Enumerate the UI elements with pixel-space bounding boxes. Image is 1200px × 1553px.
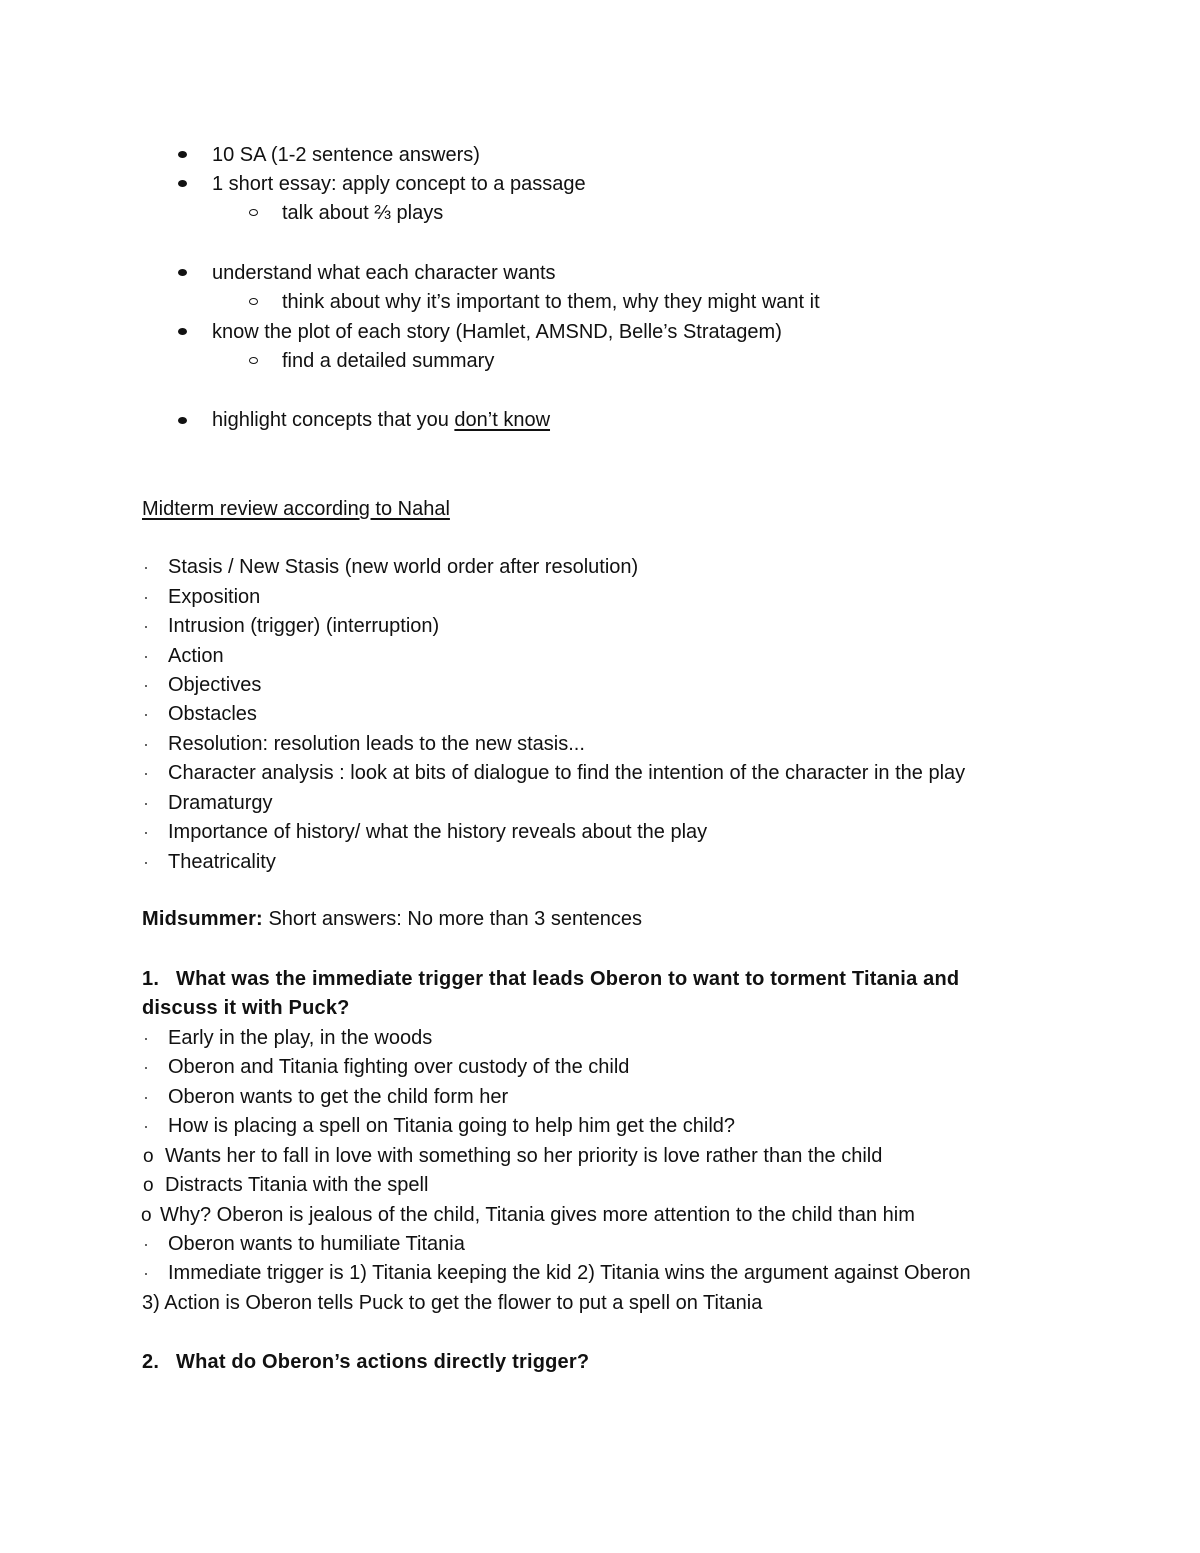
bullet-dot-icon xyxy=(145,862,147,864)
note-item: How is placing a spell on Titania going to help him get the child? xyxy=(168,1115,736,1137)
review-item: Resolution: resolution leads to the new stasis... xyxy=(168,733,585,755)
bullet-dot-icon xyxy=(145,597,147,599)
list-item: 10 SA (1-2 sentence answers) xyxy=(212,144,480,166)
circle-marker-icon: o xyxy=(143,1175,154,1196)
list-item: think about why it’s important to them, why they might want it xyxy=(282,291,820,313)
bullet-dot-icon xyxy=(145,626,147,628)
list-item: know the plot of each story (Hamlet, AMSND, Belle’s Stratagem) xyxy=(212,321,782,343)
bullet-dot-icon xyxy=(145,803,147,805)
midsummer-text: Short answers: No more than 3 sentences xyxy=(262,908,642,930)
bullet-dot-icon xyxy=(145,656,147,658)
question-number: 1. xyxy=(142,968,160,990)
review-item: Stasis / New Stasis (new world order after resolution) xyxy=(168,556,639,578)
bullet-dot-icon xyxy=(145,1038,147,1040)
bullet-dot-icon xyxy=(145,773,147,775)
question-number: 2. xyxy=(142,1351,160,1373)
question-text: discuss it with Puck? xyxy=(142,997,350,1019)
bullet-dot-icon xyxy=(145,685,147,687)
review-item: Theatricality xyxy=(168,851,276,873)
sub-note-item: Wants her to fall in love with something so her priority is love rather than the child xyxy=(165,1145,883,1167)
bullet-dot-icon xyxy=(145,1126,147,1128)
bullet-circle-icon xyxy=(249,357,258,364)
bullet-dot-icon xyxy=(178,180,187,187)
question-text: What do Oberon’s actions directly trigger? xyxy=(176,1351,590,1373)
note-item: Immediate trigger is 1) Titania keeping the kid 2) Titania wins the argument against Oberon xyxy=(168,1262,971,1284)
circle-marker-icon: o xyxy=(141,1205,152,1226)
bullet-circle-icon xyxy=(249,209,258,216)
review-item: Exposition xyxy=(168,586,261,608)
list-item: talk about ⅔ plays xyxy=(282,202,444,224)
sub-note-item: Distracts Titania with the spell xyxy=(165,1174,429,1196)
note-item: Early in the play, in the woods xyxy=(168,1027,433,1049)
bullet-dot-icon xyxy=(178,151,187,158)
list-item: find a detailed summary xyxy=(282,350,495,372)
bullet-dot-icon xyxy=(145,832,147,834)
review-item: Importance of history/ what the history reveals about the play xyxy=(168,821,708,843)
sub-note-item: Why? Oberon is jealous of the child, Titania gives more attention to the child than him xyxy=(160,1204,915,1226)
bullet-dot-icon xyxy=(145,744,147,746)
review-item: Dramaturgy xyxy=(168,792,273,814)
bullet-dot-icon xyxy=(145,567,147,569)
bullet-dot-icon xyxy=(178,269,187,276)
midsummer-label: Midsummer: xyxy=(142,908,263,930)
note-item: Oberon and Titania fighting over custody of the child xyxy=(168,1056,630,1078)
underlined-text: don’t know xyxy=(454,409,551,431)
bullet-dot-icon xyxy=(145,714,147,716)
list-item-text: highlight concepts that you xyxy=(212,409,455,431)
note-continuation: 3) Action is Oberon tells Puck to get the flower to put a spell on Titania xyxy=(142,1292,763,1314)
review-item: Objectives xyxy=(168,674,262,696)
bullet-dot-icon xyxy=(178,417,187,424)
bullet-circle-icon xyxy=(249,298,258,305)
circle-marker-icon: o xyxy=(143,1146,154,1167)
note-item: Oberon wants to get the child form her xyxy=(168,1086,509,1108)
list-item: 1 short essay: apply concept to a passage xyxy=(212,173,586,195)
bullet-dot-icon xyxy=(145,1067,147,1069)
list-item: understand what each character wants xyxy=(212,262,556,284)
review-item: Obstacles xyxy=(168,703,257,725)
bullet-dot-icon xyxy=(145,1097,147,1099)
question-text: What was the immediate trigger that leads Oberon to want to torment Titania and xyxy=(176,968,960,990)
section-heading: Midterm review according to Nahal xyxy=(142,498,450,520)
note-item: Oberon wants to humiliate Titania xyxy=(168,1233,465,1255)
review-item: Character analysis : look at bits of dialogue to find the intention of the character in the play xyxy=(168,762,966,784)
review-item: Intrusion (trigger) (interruption) xyxy=(168,615,440,637)
midsummer-line xyxy=(142,907,642,931)
review-item: Action xyxy=(168,645,224,667)
bullet-dot-icon xyxy=(145,1244,147,1246)
list-item xyxy=(212,408,550,432)
bullet-dot-icon xyxy=(145,1273,147,1275)
bullet-dot-icon xyxy=(178,328,187,335)
